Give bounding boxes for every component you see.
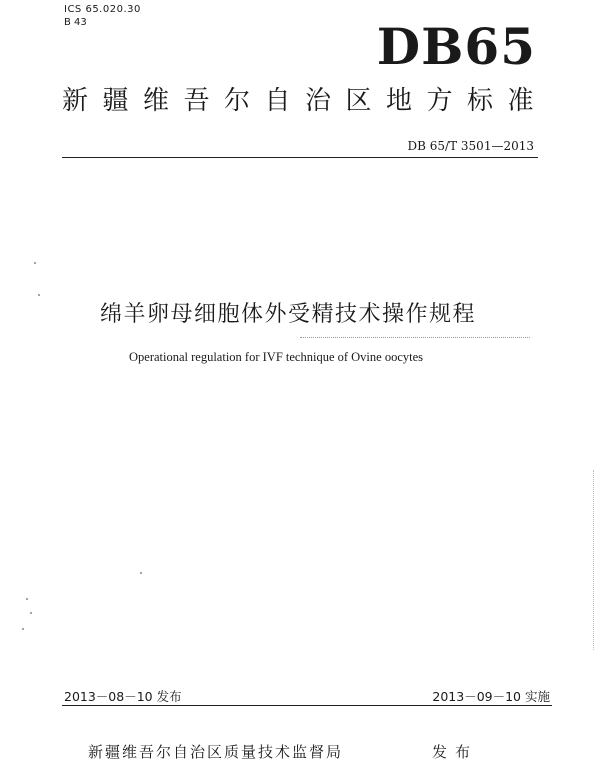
implement-date: 2013－09－10 实施: [432, 689, 550, 704]
classification-code: B 43: [64, 17, 87, 28]
scan-speck: [34, 262, 36, 264]
scan-speck: [140, 572, 142, 574]
scan-speck: [38, 294, 40, 296]
footer-divider: [62, 705, 552, 706]
scan-speck: [30, 612, 32, 614]
scan-speck: [26, 598, 28, 600]
title-dotted-line: [300, 337, 530, 338]
issuing-authority: 新疆维吾尔自治区质量技术监督局: [88, 743, 344, 761]
db65-logo: DB65: [376, 17, 536, 76]
ics-code: ICS 65.020.30: [64, 4, 141, 15]
publish-date: 2013－08－10 发布: [64, 689, 182, 704]
document-title-cn: 绵羊卵母细胞体外受精技术操作规程: [100, 302, 477, 327]
issue-label: 发布: [432, 743, 479, 761]
standard-number: DB 65/T 3501—2013: [407, 139, 534, 153]
standard-title: 新疆维吾尔自治区地方标准: [62, 86, 549, 116]
header-divider: [62, 157, 538, 158]
scan-edge: [592, 470, 594, 650]
document-title-en: Operational regulation for IVF technique of Ovine oocytes: [129, 350, 424, 364]
scan-speck: [22, 628, 24, 630]
